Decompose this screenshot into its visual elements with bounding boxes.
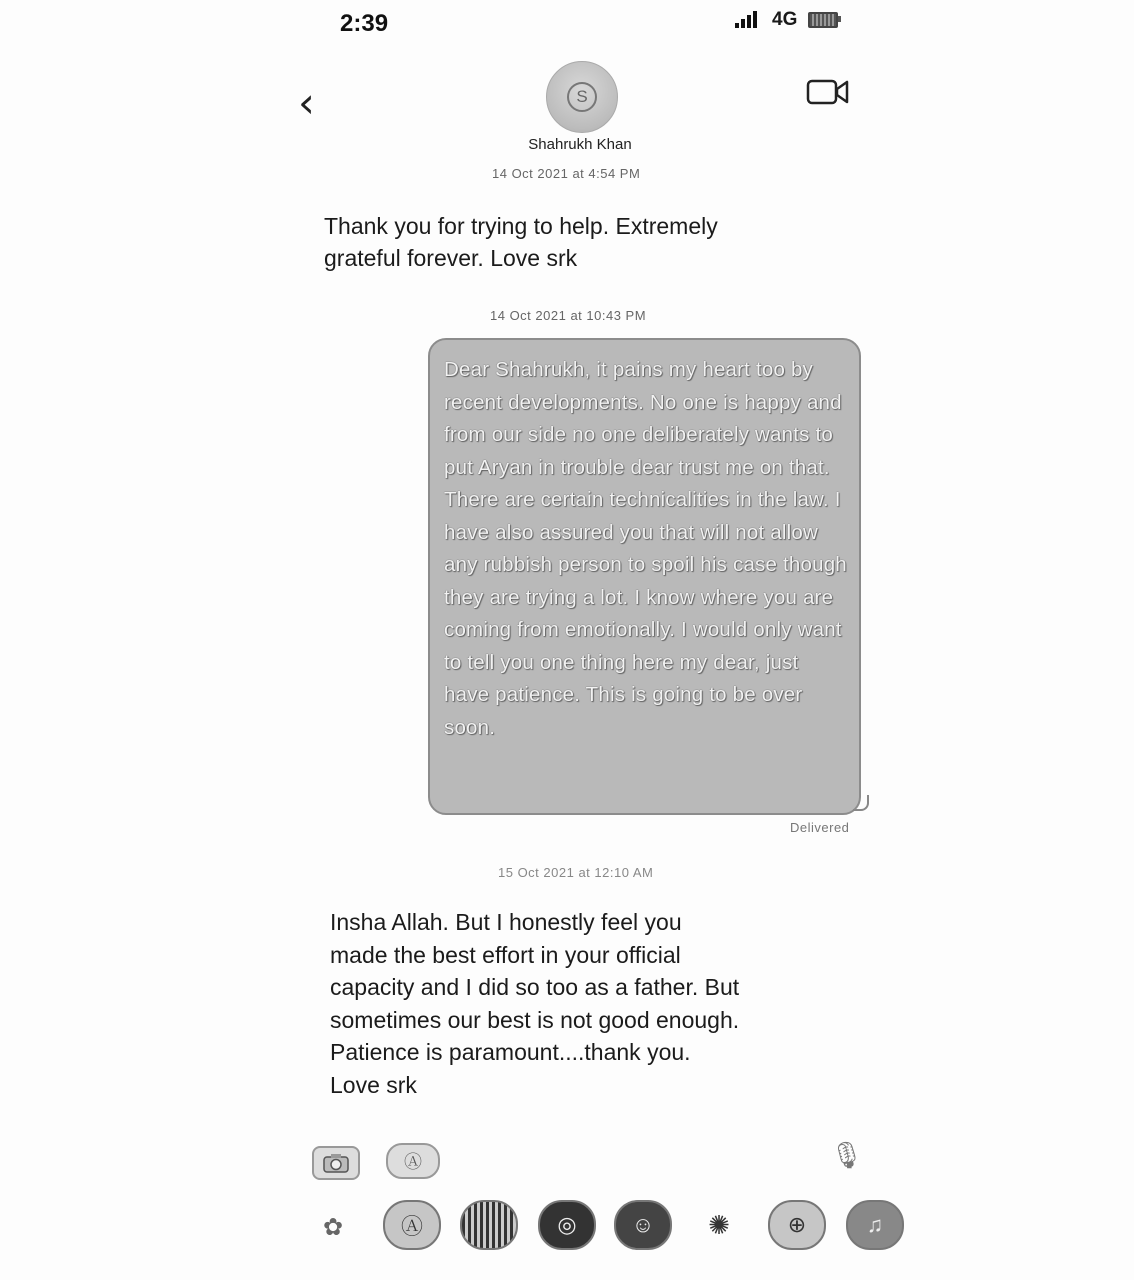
stickers-icon[interactable]: ✺ bbox=[708, 1209, 730, 1240]
delivered-status: Delivered bbox=[790, 820, 850, 835]
app-store-icon[interactable]: Ⓐ bbox=[383, 1200, 441, 1250]
contact-avatar[interactable] bbox=[546, 61, 618, 133]
signal-strength-icon bbox=[735, 10, 757, 28]
avatar-initial: S bbox=[567, 82, 597, 112]
battery-icon bbox=[808, 12, 838, 28]
app-store-button[interactable] bbox=[386, 1143, 440, 1179]
photos-icon[interactable]: ✿ bbox=[322, 1213, 344, 1241]
music-icon[interactable]: ♫ bbox=[846, 1200, 904, 1250]
camera-icon bbox=[323, 1153, 349, 1173]
network-type: 4G bbox=[772, 9, 798, 30]
status-time: 2:39 bbox=[340, 10, 389, 37]
timestamp: 14 Oct 2021 at 10:43 PM bbox=[490, 308, 647, 323]
app-store-icon: Ⓐ bbox=[404, 1152, 422, 1172]
outgoing-message-bubble[interactable]: Dear Shahrukh, it pains my heart too by recent developments. No one is happy and from our side no one deliberately wants to put Aryan in trouble dear trust me on that. There are certain technicalities in the law. I have also assured you that will not allow any rubbish person to spoil his case though they are trying a lot. I know where you are coming from emotionally. I would only want to tell you one thing here my dear, just have patience. This is going to be over soon. bbox=[428, 338, 861, 815]
video-call-button[interactable] bbox=[806, 77, 850, 112]
incoming-message[interactable]: Thank you for trying to help. Extremely grateful forever. Love srk bbox=[324, 213, 718, 271]
audio-icon[interactable] bbox=[460, 1200, 518, 1250]
incoming-message[interactable]: Insha Allah. But I honestly feel you made the best effort in your official capacity and I did so too as a father. But sometimes our best is not good enough. Patience is paramount....thank you. Love srk bbox=[330, 909, 740, 1098]
web-search-icon[interactable]: ⊕ bbox=[768, 1200, 826, 1250]
camera-button[interactable] bbox=[312, 1146, 360, 1180]
memoji-icon[interactable]: ☺ bbox=[614, 1200, 672, 1250]
battery-tip bbox=[838, 16, 841, 22]
video-camera-icon bbox=[806, 77, 850, 107]
microphone-icon[interactable]: 🎙 bbox=[830, 1140, 864, 1170]
bubble-tail bbox=[853, 795, 869, 811]
timestamp: 14 Oct 2021 at 4:54 PM bbox=[492, 166, 641, 181]
camera-effects-icon[interactable]: ◎ bbox=[538, 1200, 596, 1250]
back-button[interactable]: ‹ bbox=[298, 78, 315, 127]
contact-name[interactable]: Shahrukh Khan bbox=[528, 136, 632, 153]
timestamp: 15 Oct 2021 at 12:10 AM bbox=[498, 865, 654, 880]
